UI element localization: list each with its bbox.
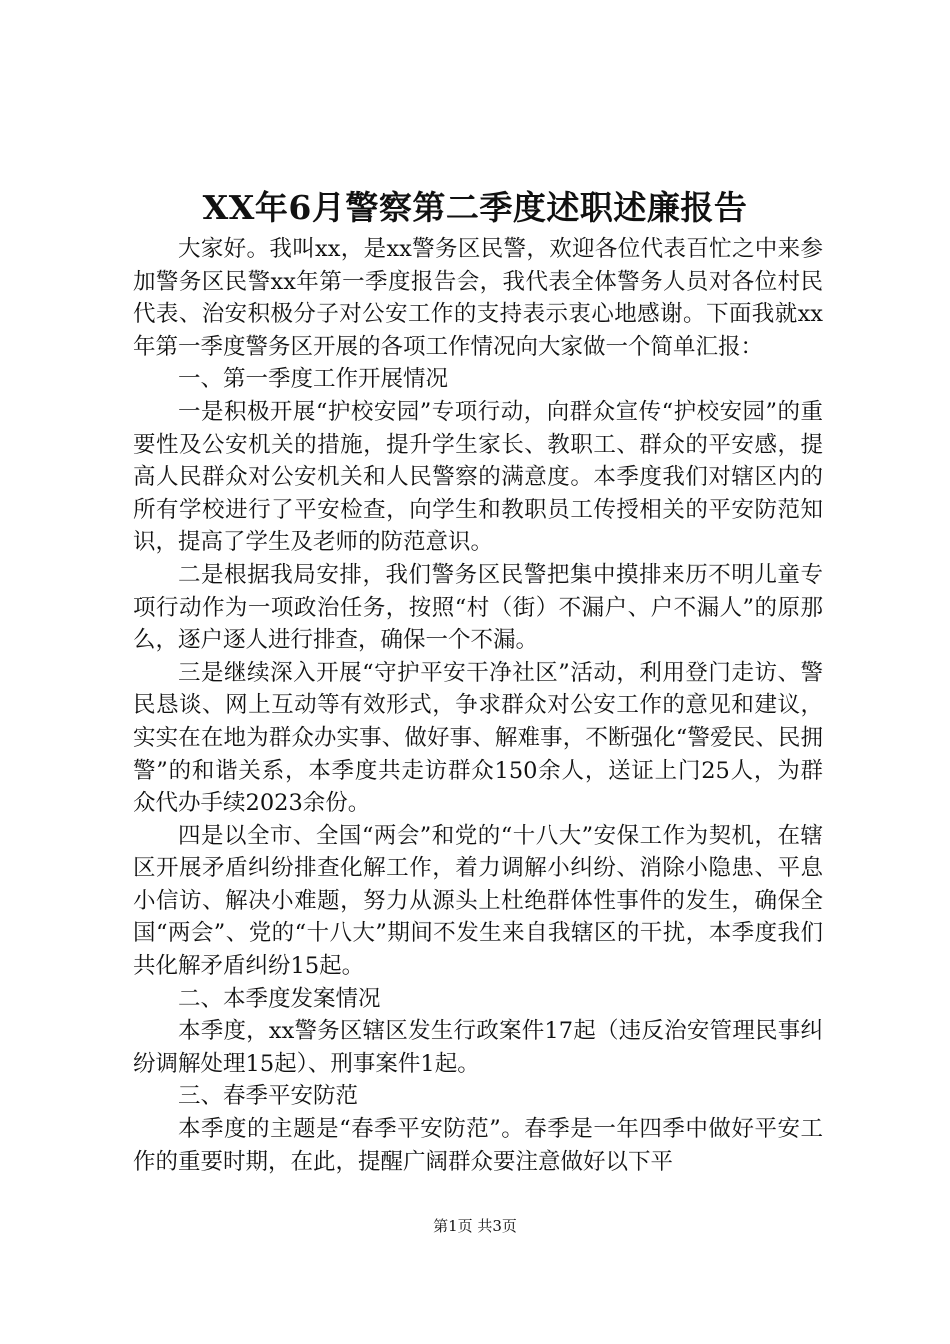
paragraph-item-4: 四是以全市、全国“两会”和党的“十八大”安保工作为契机，在辖区开展矛盾纠纷排查化解工作，着力调解小纠纷、消除小隐患、平息小信访、解决小难题，努力从源头上杜绝群体性事件的发生，确保全国“两会”、党的“十八大”期间不发生来自我辖区的干扰，本季度我们共化解矛盾纠纷15起。 — [133, 822, 823, 980]
paragraph-spring-safety: 本季度的主题是“春季平安防范”。春季是一年四季中做好平安工作的重要时期，在此，提醒广阔群众要注意做好以下平 — [133, 1116, 823, 1175]
section-heading-1: 一、第一季度工作开展情况 — [178, 366, 449, 393]
paragraph-item-2: 二是根据我局安排，我们警务区民警把集中摸排来历不明儿童专项行动作为一项政治任务，按照“村（街）不漏户、户不漏人”的原那么，逐户逐人进行排查，确保一个不漏。 — [133, 561, 823, 654]
page-footer: 第1页 共3页 — [433, 1217, 517, 1235]
section-heading-2: 二、本季度发案情况 — [178, 985, 381, 1012]
paragraph-cases: 本季度，xx警务区辖区发生行政案件17起（违反治安管理民事纠纷调解处理15起）、刑事案件1起。 — [133, 1018, 823, 1077]
section-heading-3: 三、春季平安防范 — [178, 1083, 359, 1110]
page-title: XX年6月警察第二季度述职述廉报告 — [202, 188, 748, 227]
paragraph-intro: 大家好。我叫xx，是xx警务区民警，欢迎各位代表百忙之中来参加警务区民警xx年第一季度报告会，我代表全体警务人员对各位村民代表、治安积极分子对公安工作的支持表示衷心地感谢。下面我就xx年第一季度警务区开展的各项工作情况向大家做一个简单汇报： — [133, 236, 823, 360]
document-body — [133, 233, 823, 1178]
paragraph-item-1: 一是积极开展“护校安园”专项行动，向群众宣传“护校安园”的重要性及公安机关的措施，提升学生家长、教职工、群众的平安感，提高人民群众对公安机关和人民警察的满意度。本季度我们对辖区内的所有学校进行了平安检查，向学生和教职员工传授相关的平安防范知识，提高了学生及老师的防范意识。 — [133, 398, 823, 556]
paragraph-item-3: 三是继续深入开展“守护平安干净社区”活动，利用登门走访、警民恳谈、网上互动等有效形式，争求群众对公安工作的意见和建议，实实在在地为群众办实事、做好事、解难事，不断强化“警爱民、民拥警”的和谐关系，本季度共走访群众150余人，送证上门25人，为群众代办手续2023余份。 — [133, 659, 823, 817]
